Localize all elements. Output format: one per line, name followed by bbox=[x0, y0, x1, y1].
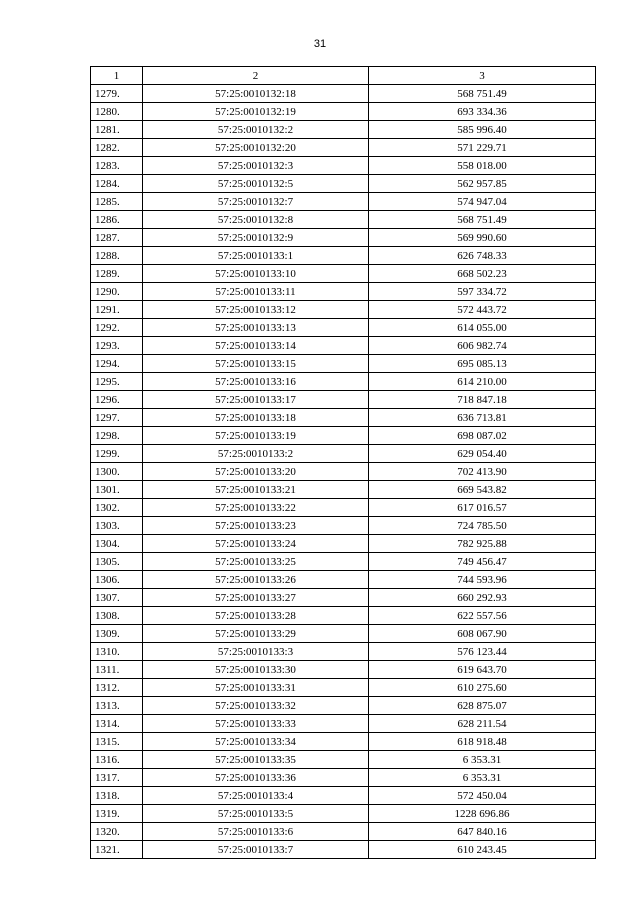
cadastral-number: 57:25:0010133:17 bbox=[143, 391, 369, 409]
cadastral-number: 57:25:0010133:31 bbox=[143, 679, 369, 697]
table-row bbox=[91, 751, 596, 769]
cadastral-number: 57:25:0010133:24 bbox=[143, 535, 369, 553]
cadastral-number: 57:25:0010133:18 bbox=[143, 409, 369, 427]
cadastral-number: 57:25:0010133:7 bbox=[143, 841, 369, 859]
cadastral-number: 57:25:0010133:19 bbox=[143, 427, 369, 445]
cadastral-value: 619 643.70 bbox=[369, 661, 596, 679]
table-row bbox=[91, 301, 596, 319]
column-header-1: 1 bbox=[91, 67, 143, 85]
cadastral-value: 695 085.13 bbox=[369, 355, 596, 373]
row-number: 1304. bbox=[91, 535, 143, 553]
cadastral-number: 57:25:0010132:19 bbox=[143, 103, 369, 121]
cadastral-value: 618 918.48 bbox=[369, 733, 596, 751]
cadastral-value: 608 067.90 bbox=[369, 625, 596, 643]
cadastral-value: 614 055.00 bbox=[369, 319, 596, 337]
table-row bbox=[91, 337, 596, 355]
row-number: 1315. bbox=[91, 733, 143, 751]
cadastral-number: 57:25:0010133:11 bbox=[143, 283, 369, 301]
cadastral-number: 57:25:0010133:14 bbox=[143, 337, 369, 355]
cadastral-number: 57:25:0010133:35 bbox=[143, 751, 369, 769]
cadastral-value: 571 229.71 bbox=[369, 139, 596, 157]
cadastral-value: 606 982.74 bbox=[369, 337, 596, 355]
row-number: 1282. bbox=[91, 139, 143, 157]
table-row bbox=[91, 787, 596, 805]
cadastral-value: 574 947.04 bbox=[369, 193, 596, 211]
table-row bbox=[91, 319, 596, 337]
cadastral-number: 57:25:0010133:34 bbox=[143, 733, 369, 751]
row-number: 1299. bbox=[91, 445, 143, 463]
row-number: 1288. bbox=[91, 247, 143, 265]
table-row bbox=[91, 427, 596, 445]
cadastral-value: 749 456.47 bbox=[369, 553, 596, 571]
cadastral-number: 57:25:0010132:9 bbox=[143, 229, 369, 247]
cadastral-value: 6 353.31 bbox=[369, 769, 596, 787]
table-row bbox=[91, 517, 596, 535]
cadastral-value: 572 450.04 bbox=[369, 787, 596, 805]
cadastral-value: 585 996.40 bbox=[369, 121, 596, 139]
page-number: 31 bbox=[313, 38, 327, 50]
row-number: 1296. bbox=[91, 391, 143, 409]
table-row bbox=[91, 805, 596, 823]
table-row bbox=[91, 391, 596, 409]
table-row bbox=[91, 499, 596, 517]
table-row bbox=[91, 553, 596, 571]
row-number: 1302. bbox=[91, 499, 143, 517]
table-row bbox=[91, 211, 596, 229]
cadastral-value: 718 847.18 bbox=[369, 391, 596, 409]
table-row bbox=[91, 697, 596, 715]
row-number: 1292. bbox=[91, 319, 143, 337]
row-number: 1312. bbox=[91, 679, 143, 697]
table-row bbox=[91, 679, 596, 697]
cadastral-number: 57:25:0010132:7 bbox=[143, 193, 369, 211]
row-number: 1285. bbox=[91, 193, 143, 211]
table-row bbox=[91, 445, 596, 463]
cadastral-number: 57:25:0010132:2 bbox=[143, 121, 369, 139]
table-row bbox=[91, 121, 596, 139]
row-number: 1281. bbox=[91, 121, 143, 139]
row-number: 1321. bbox=[91, 841, 143, 859]
table-row bbox=[91, 139, 596, 157]
cadastral-value: 628 211.54 bbox=[369, 715, 596, 733]
cadastral-number: 57:25:0010133:36 bbox=[143, 769, 369, 787]
row-number: 1287. bbox=[91, 229, 143, 247]
row-number: 1307. bbox=[91, 589, 143, 607]
row-number: 1305. bbox=[91, 553, 143, 571]
table-row bbox=[91, 229, 596, 247]
row-number: 1309. bbox=[91, 625, 143, 643]
row-number: 1317. bbox=[91, 769, 143, 787]
cadastral-value: 702 413.90 bbox=[369, 463, 596, 481]
row-number: 1297. bbox=[91, 409, 143, 427]
cadastral-number: 57:25:0010133:12 bbox=[143, 301, 369, 319]
row-number: 1300. bbox=[91, 463, 143, 481]
cadastral-number: 57:25:0010133:26 bbox=[143, 571, 369, 589]
cadastral-value: 597 334.72 bbox=[369, 283, 596, 301]
cadastral-value: 693 334.36 bbox=[369, 103, 596, 121]
row-number: 1279. bbox=[91, 85, 143, 103]
row-number: 1306. bbox=[91, 571, 143, 589]
cadastral-value: 698 087.02 bbox=[369, 427, 596, 445]
table-row bbox=[91, 247, 596, 265]
table-row bbox=[91, 463, 596, 481]
cadastral-number: 57:25:0010133:21 bbox=[143, 481, 369, 499]
table-body bbox=[91, 85, 596, 859]
table-row bbox=[91, 841, 596, 859]
cadastral-value: 647 840.16 bbox=[369, 823, 596, 841]
cadastral-value: 668 502.23 bbox=[369, 265, 596, 283]
cadastral-number: 57:25:0010133:30 bbox=[143, 661, 369, 679]
table-row bbox=[91, 643, 596, 661]
cadastral-value: 628 875.07 bbox=[369, 697, 596, 715]
row-number: 1291. bbox=[91, 301, 143, 319]
cadastral-number: 57:25:0010133:16 bbox=[143, 373, 369, 391]
cadastral-number: 57:25:0010133:10 bbox=[143, 265, 369, 283]
table-row bbox=[91, 481, 596, 499]
row-number: 1301. bbox=[91, 481, 143, 499]
row-number: 1313. bbox=[91, 697, 143, 715]
cadastral-value: 569 990.60 bbox=[369, 229, 596, 247]
row-number: 1310. bbox=[91, 643, 143, 661]
table-row bbox=[91, 373, 596, 391]
cadastral-number: 57:25:0010133:15 bbox=[143, 355, 369, 373]
row-number: 1314. bbox=[91, 715, 143, 733]
cadastral-value: 568 751.49 bbox=[369, 211, 596, 229]
table-row bbox=[91, 571, 596, 589]
cadastral-number: 57:25:0010133:32 bbox=[143, 697, 369, 715]
cadastral-number: 57:25:0010133:2 bbox=[143, 445, 369, 463]
cadastral-value-table bbox=[90, 66, 596, 859]
row-number: 1320. bbox=[91, 823, 143, 841]
cadastral-number: 57:25:0010133:3 bbox=[143, 643, 369, 661]
row-number: 1284. bbox=[91, 175, 143, 193]
cadastral-number: 57:25:0010133:22 bbox=[143, 499, 369, 517]
row-number: 1319. bbox=[91, 805, 143, 823]
cadastral-value: 724 785.50 bbox=[369, 517, 596, 535]
cadastral-value: 610 243.45 bbox=[369, 841, 596, 859]
cadastral-value: 629 054.40 bbox=[369, 445, 596, 463]
table-row bbox=[91, 607, 596, 625]
cadastral-number: 57:25:0010133:20 bbox=[143, 463, 369, 481]
table-row bbox=[91, 823, 596, 841]
cadastral-number: 57:25:0010133:29 bbox=[143, 625, 369, 643]
table-header-row bbox=[91, 67, 596, 85]
table-row bbox=[91, 661, 596, 679]
column-header-3: 3 bbox=[369, 67, 596, 85]
cadastral-value: 568 751.49 bbox=[369, 85, 596, 103]
table-row bbox=[91, 103, 596, 121]
row-number: 1286. bbox=[91, 211, 143, 229]
table-row bbox=[91, 283, 596, 301]
cadastral-value: 6 353.31 bbox=[369, 751, 596, 769]
cadastral-value: 576 123.44 bbox=[369, 643, 596, 661]
table-row bbox=[91, 769, 596, 787]
table-row bbox=[91, 193, 596, 211]
cadastral-value: 669 543.82 bbox=[369, 481, 596, 499]
cadastral-number: 57:25:0010132:3 bbox=[143, 157, 369, 175]
cadastral-number: 57:25:0010133:13 bbox=[143, 319, 369, 337]
cadastral-value: 626 748.33 bbox=[369, 247, 596, 265]
cadastral-number: 57:25:0010133:5 bbox=[143, 805, 369, 823]
cadastral-number: 57:25:0010133:25 bbox=[143, 553, 369, 571]
cadastral-value: 744 593.96 bbox=[369, 571, 596, 589]
cadastral-number: 57:25:0010132:18 bbox=[143, 85, 369, 103]
column-header-2: 2 bbox=[143, 67, 369, 85]
row-number: 1280. bbox=[91, 103, 143, 121]
cadastral-value: 1228 696.86 bbox=[369, 805, 596, 823]
cadastral-value: 614 210.00 bbox=[369, 373, 596, 391]
cadastral-number: 57:25:0010133:27 bbox=[143, 589, 369, 607]
cadastral-number: 57:25:0010133:33 bbox=[143, 715, 369, 733]
row-number: 1311. bbox=[91, 661, 143, 679]
cadastral-value: 622 557.56 bbox=[369, 607, 596, 625]
cadastral-value: 572 443.72 bbox=[369, 301, 596, 319]
cadastral-value: 782 925.88 bbox=[369, 535, 596, 553]
table-row bbox=[91, 265, 596, 283]
cadastral-number: 57:25:0010132:20 bbox=[143, 139, 369, 157]
cadastral-number: 57:25:0010133:1 bbox=[143, 247, 369, 265]
row-number: 1294. bbox=[91, 355, 143, 373]
table-row bbox=[91, 409, 596, 427]
table-row bbox=[91, 157, 596, 175]
cadastral-value: 636 713.81 bbox=[369, 409, 596, 427]
cadastral-number: 57:25:0010132:5 bbox=[143, 175, 369, 193]
cadastral-value: 660 292.93 bbox=[369, 589, 596, 607]
cadastral-value: 610 275.60 bbox=[369, 679, 596, 697]
row-number: 1295. bbox=[91, 373, 143, 391]
table-row bbox=[91, 85, 596, 103]
table-row bbox=[91, 715, 596, 733]
row-number: 1289. bbox=[91, 265, 143, 283]
table-row bbox=[91, 535, 596, 553]
row-number: 1283. bbox=[91, 157, 143, 175]
row-number: 1303. bbox=[91, 517, 143, 535]
cadastral-value: 562 957.85 bbox=[369, 175, 596, 193]
table-row bbox=[91, 625, 596, 643]
cadastral-number: 57:25:0010132:8 bbox=[143, 211, 369, 229]
cadastral-number: 57:25:0010133:28 bbox=[143, 607, 369, 625]
table-row bbox=[91, 355, 596, 373]
cadastral-number: 57:25:0010133:23 bbox=[143, 517, 369, 535]
row-number: 1293. bbox=[91, 337, 143, 355]
cadastral-number: 57:25:0010133:6 bbox=[143, 823, 369, 841]
row-number: 1298. bbox=[91, 427, 143, 445]
cadastral-number: 57:25:0010133:4 bbox=[143, 787, 369, 805]
table-row bbox=[91, 589, 596, 607]
table-row bbox=[91, 733, 596, 751]
table-row bbox=[91, 175, 596, 193]
row-number: 1308. bbox=[91, 607, 143, 625]
row-number: 1316. bbox=[91, 751, 143, 769]
row-number: 1290. bbox=[91, 283, 143, 301]
cadastral-value: 558 018.00 bbox=[369, 157, 596, 175]
row-number: 1318. bbox=[91, 787, 143, 805]
cadastral-value: 617 016.57 bbox=[369, 499, 596, 517]
